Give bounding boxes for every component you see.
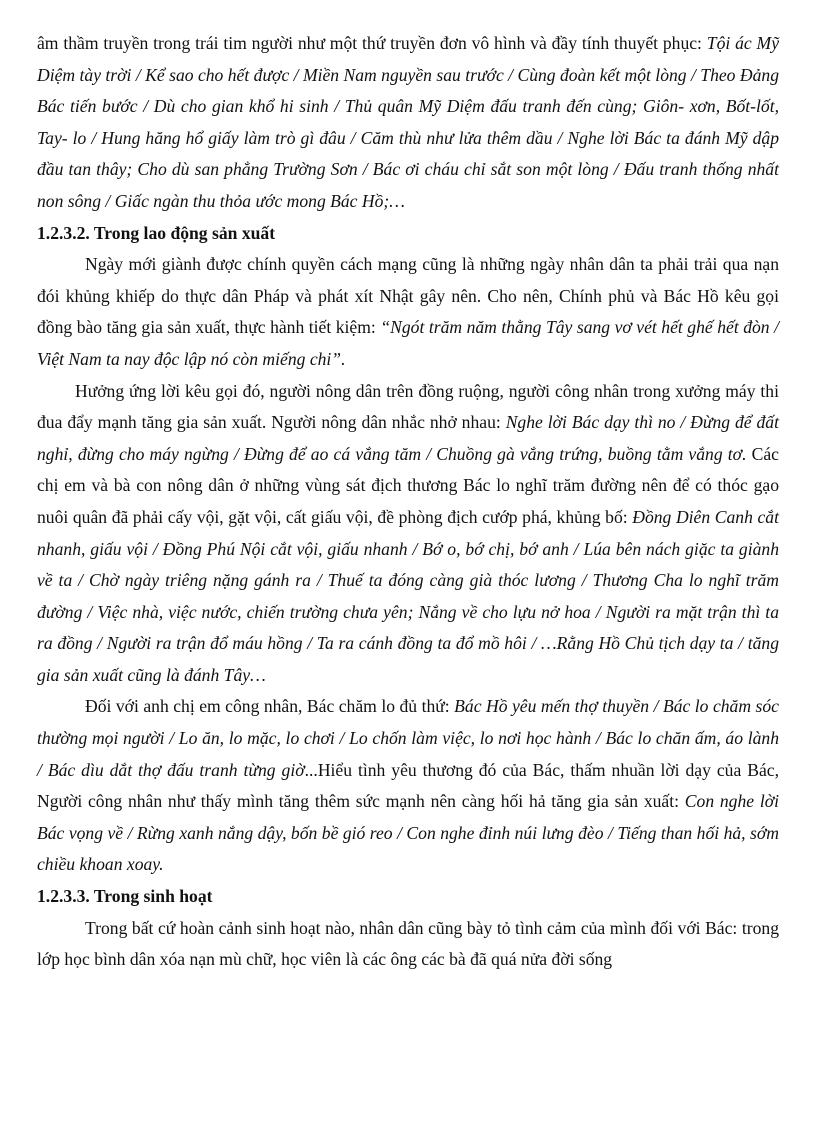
paragraph-3-text: Hưởng ứng lời kêu gọi đó, người nông dân trên đồng ruộng, người công nhân trong xưởng máy thi đua đẩy mạnh tăng gia sản xuất. Người nông dân nhắc nhở nhau: [37, 380, 779, 433]
paragraph-5 [37, 913, 779, 976]
paragraph-5-text: Trong bất cứ hoàn cảnh sinh hoạt nào, nhân dân cũng bày tỏ tình cảm của mình đối với Bác: trong lớp học bình dân xóa nạn mù chữ, học viên là các ông các bà đã quá nửa đời sống [37, 917, 779, 970]
paragraph-4 [37, 691, 779, 881]
paragraph-2 [37, 249, 779, 375]
paragraph-3-text-2: Các chị em và bà con nông dân ở những vùng sát địch thương Bác lo nghĩ trăm đường nên để có thóc gạo nuôi quân đã phải cấy vội, gặt vội, cất giấu vội, đề phòng địch cướp phá, khủng bố: [37, 443, 779, 527]
section-heading-1-2-3-3: 1.2.3.3. Trong sinh hoạt [37, 886, 213, 907]
paragraph-1-text: âm thầm truyền trong trái tim người như một thứ truyền đơn vô hình và đầy tính thuyết phục: [37, 33, 707, 53]
paragraph-4-verse-2: Con nghe lời Bác vọng về / Rừng xanh nắng dậy, bốn bề gió reo / Con nghe đỉnh núi lưng đèo / Tiếng than hối hả, sớm chiều khoan xoay. [37, 791, 779, 875]
document-page [37, 28, 779, 976]
paragraph-4-text: Đối với anh chị em công nhân, Bác chăm lo đủ thứ: [85, 696, 455, 717]
paragraph-1-verse: Tội ác Mỹ Diệm tày trời / Kể sao cho hết được / Miền Nam nguyền sau trước / Cùng đoàn kết một lòng / Theo Đảng Bác tiến bước / Dù cho gian khổ hi sinh / Thủ quân Mỹ Diệm đấu tranh đến cùng; Giôn- xơn, Bốt-lốt, Tay- lo / Hung hăng hổ giấy làm trò gì đâu / Căm thù như lửa thêm dầu / Nghe lời Bác ta đánh Mỹ dập đầu tan thây; Cho dù san phẳng Trường Sơn / Bác ơi cháu chỉ sắt son một lòng / Đấu tranh thống nhất non sông / Giấc ngàn thu thỏa ước mong Bác Hồ;… [37, 33, 779, 211]
paragraph-3-verse-1: Nghe lời Bác dạy thì no / Đừng để đất nghỉ, đừng cho máy ngừng / Đừng để ao cá vắng tăm / Chuồng gà vắng trứng, buồng tằm vắng tơ. [37, 412, 779, 464]
paragraph-2-text: Ngày mới giành được chính quyền cách mạng cũng là những ngày nhân dân ta phải trải qua nạn đói khủng khiếp do thực dân Pháp và phát xít Nhật gây nên. Cho nên, Chính phủ và Bác Hồ kêu gọi đồng bào tăng gia sản xuất, thực hành tiết kiệm: [37, 254, 779, 338]
paragraph-3-verse-2: Đồng Diên Canh cắt nhanh, giấu vội / Đồng Phú Nội cắt vội, giấu nhanh / Bớ o, bớ chị, bớ anh / Lúa bên nách giặc ta giành về ta / Chờ ngày triêng nặng gánh ra / Thuế ta đóng càng già thóc lương / Thương Cha lo nghĩ trăm đường / Việc nhà, việc nước, chiến trường chưa yên; Nắng về cho lựu nở hoa / Người ra mặt trận thì ta ra đồng / Người ra trận đổ máu hồng / Ta ra cánh đồng ta đổ mồ hôi / …Rằng Hồ Chủ tịch dạy ta / tăng gia sản xuất cũng là đánh Tây… [37, 506, 779, 685]
paragraph-3 [37, 376, 779, 692]
paragraph-4-verse-1: Bác Hồ yêu mến thợ thuyền / Bác lo chăm sóc thường mọi người / Lo ăn, lo mặc, lo chơi / Lo chốn làm việc, lo nơi học hành / Bác lo chăn ấm, áo lành / Bác dìu dắt thợ đấu tranh từng giờ [37, 696, 779, 780]
paragraph-1 [37, 28, 779, 218]
paragraph-4-text-2: ...Hiểu tình yêu thương đó của Bác, thấm nhuần lời dạy của Bác, Người công nhân như thấy mình tăng thêm sức mạnh nên càng hối hả tăng gia sản xuất: [37, 759, 779, 812]
section-heading-1-2-3-2: 1.2.3.2. Trong lao động sản xuất [37, 222, 276, 243]
paragraph-2-verse: “Ngót trăm năm thằng Tây sang vơ vét hết ghế hết đòn / Việt Nam ta nay độc lập nó còn miếng chi”. [37, 317, 779, 369]
